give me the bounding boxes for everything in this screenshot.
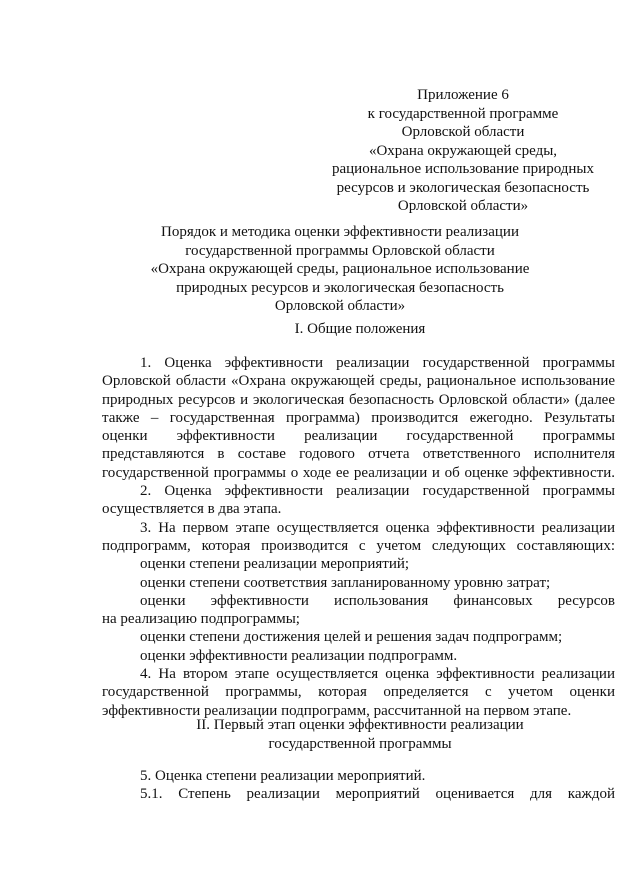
paragraph-line: оценки эффективности реализации государственной программы [102, 428, 615, 445]
title-line: Орловской области» [274, 298, 406, 314]
section-heading-text: I. Общие положения [294, 321, 426, 337]
paragraph-line: 5.1. Степень реализации мероприятий оценивается для каждой [140, 786, 615, 803]
paragraph-line: представляются в составе годового отчета ответственного исполнителя [102, 446, 615, 463]
list-item: оценки степени достижения целей и решения задач подпрограмм; [140, 629, 563, 646]
annex-line: Приложение 6 [417, 87, 509, 103]
paragraph-line: государственной программы, которая определяется с учетом оценки [102, 684, 615, 701]
section-1-body [102, 354, 615, 720]
paragraph-line: осуществляется в два этапа. [102, 501, 282, 518]
section-heading-text: государственной программы [268, 735, 452, 752]
list-item: оценки степени реализации мероприятий; [140, 556, 410, 573]
paragraph-line: также – государственная программа) производится ежегодно. Результаты [102, 409, 615, 426]
list-item: на реализацию подпрограммы; [102, 611, 300, 628]
annex-line: ресурсов и экологическая безопасность [336, 179, 590, 196]
title-line: природных ресурсов и экологическая безопасность [176, 279, 504, 296]
annex-line: Орловской области [401, 124, 525, 140]
paragraph-line: 3. На первом этапе осуществляется оценка эффективности реализации [140, 519, 615, 536]
paragraph-line: природных ресурсов и экологическая безопасность Орловской области» (далее [102, 391, 615, 408]
annex-line: рациональное использование природных [331, 161, 595, 177]
list-item: оценки эффективности использования финансовых ресурсов [140, 592, 615, 609]
document-title [130, 223, 550, 316]
list-item: оценки эффективности реализации подпрограмм. [140, 647, 458, 664]
paragraph-line: эффективности реализации подпрограмм, рассчитанной на первом этапе. [102, 702, 572, 719]
paragraph-line: подпрограмм, которая производится с учетом следующих составляющих: [102, 537, 615, 554]
paragraph-line: 2. Оценка эффективности реализации государственной программы [140, 483, 615, 500]
paragraph-line: Орловской области «Охрана окружающей среды, рациональное использование [102, 373, 615, 390]
list-item: оценки степени соответствия запланированному уровню затрат; [140, 574, 551, 591]
annex-header [318, 86, 608, 216]
paragraph-line: 1. Оценка эффективности реализации государственной программы [140, 355, 615, 371]
section-1-heading [100, 320, 620, 339]
title-line: «Охрана окружающей среды, рациональное использование [150, 261, 530, 277]
section-2-body [102, 767, 615, 804]
paragraph-line: 5. Оценка степени реализации мероприятий. [140, 768, 426, 784]
paragraph-line: государственной программы о ходе ее реализации и об оценке эффективности. [102, 464, 615, 481]
paragraph-line: 4. На втором этапе осуществляется оценка эффективности реализации [140, 666, 615, 683]
section-heading-text: II. Первый этап оценки эффективности реализации [196, 717, 524, 733]
annex-line: Орловской области» [397, 198, 529, 214]
annex-line: к государственной программе [367, 105, 559, 122]
title-line: государственной программы Орловской области [185, 242, 495, 259]
annex-line: «Охрана окружающей среды, [368, 142, 558, 159]
section-2-heading [100, 716, 620, 753]
title-line: Порядок и методика оценки эффективности реализации [161, 224, 519, 240]
